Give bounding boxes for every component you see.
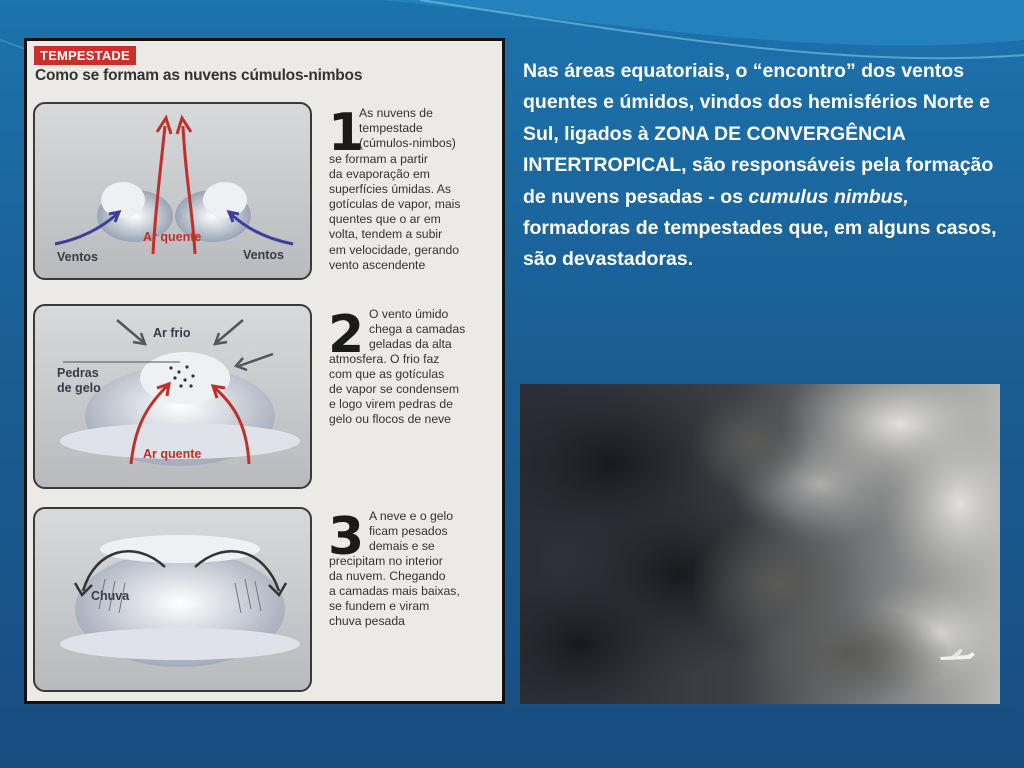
storm-cloud-photo bbox=[520, 384, 1000, 704]
step1-wind-left-label: Ventos bbox=[57, 250, 98, 264]
step1-text-bottom: se formam a partir da evaporação em superfícies úmidas. As gotículas de vapor, mais quentes que o ar em volta, tendem a subir em velocidade, gerando vento ascendente bbox=[329, 152, 461, 272]
storm-infographic bbox=[24, 38, 505, 704]
step1-text-top: As nuvens de tempestade (cúmulos-nimbos) bbox=[359, 106, 456, 151]
step3-text-bottom: precipitam no interior da nuvem. Chegando a camadas mais baixas, se fundem e viram chuva pesada bbox=[329, 554, 460, 629]
step2-text-bottom: atmosfera. O frio faz com que as gotículas de vapor se condensem e logo virem pedras de gelo ou flocos de neve bbox=[329, 352, 460, 427]
step3-text-top: A neve e o gelo ficam pesados demais e se bbox=[369, 509, 454, 554]
step2-number: 2 bbox=[328, 305, 365, 365]
step1-number: 1 bbox=[328, 103, 365, 163]
caption-italic-term: cumulus nimbus, bbox=[748, 185, 909, 208]
step3-illustration bbox=[35, 509, 312, 692]
step3-rain-label: Chuva bbox=[91, 589, 130, 603]
step3-panel bbox=[33, 507, 312, 692]
step2-panel bbox=[33, 304, 312, 489]
caption-part1: Nas áreas equatoriais, o “encontro” dos ventos quentes e úmidos, vindos dos hemisférios Norte e Sul, ligados à ZONA DE CONVERGÊNCIA INTERTROPICAL, são responsáveis pela formação de nuvens pesadas - os bbox=[523, 60, 994, 208]
step1-wind-right-label: Ventos bbox=[243, 248, 284, 262]
caption-part2: formadoras de tempestades que, em alguns casos, são devastadoras. bbox=[523, 217, 997, 271]
infographic-subtitle: Como se formam as nuvens cúmulos-nimbos bbox=[35, 67, 363, 84]
step2-text-top: O vento úmido chega a camadas geladas da alta bbox=[369, 307, 466, 352]
step2-hail-label: Pedras de gelo bbox=[57, 366, 101, 395]
step3-number: 3 bbox=[328, 507, 365, 567]
infographic-paper bbox=[27, 41, 502, 701]
step2-cold-air-label: Ar frio bbox=[153, 326, 191, 340]
step1-panel bbox=[33, 102, 312, 280]
caption-text bbox=[523, 56, 1013, 276]
infographic-tag: TEMPESTADE bbox=[34, 46, 136, 65]
storm-cloud-image bbox=[520, 384, 1000, 704]
step1-hot-air-label: Ar quente bbox=[143, 230, 202, 244]
step2-hot-air-label: Ar quente bbox=[143, 447, 202, 461]
